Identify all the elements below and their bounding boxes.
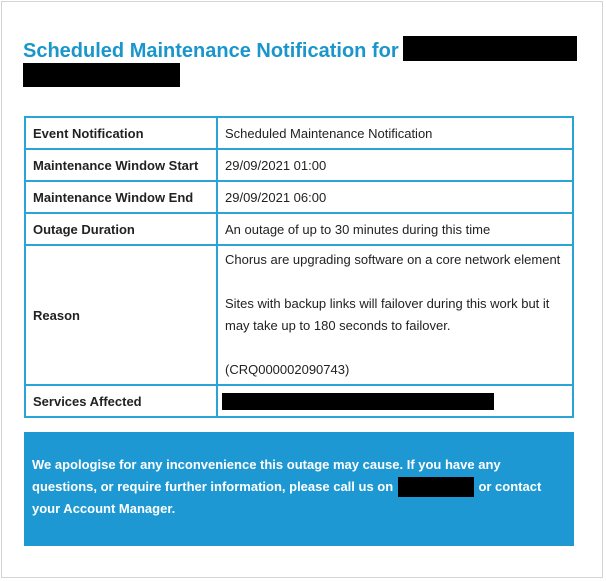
- redacted-services: [222, 393, 494, 410]
- notice-text-before-phone: We apologise for any inconvenience this outage may cause. If you have any questions, or require further information, please call us on: [32, 457, 501, 494]
- window-end-value: 29/09/2021 06:00: [217, 181, 573, 213]
- window-start-value: 29/09/2021 01:00: [217, 149, 573, 181]
- reason-line-3: (CRQ000002090743): [225, 362, 350, 377]
- contact-notice: [24, 432, 574, 546]
- window-start-label: Maintenance Window Start: [25, 149, 217, 181]
- table-row: [25, 385, 573, 417]
- reason-value: [217, 245, 573, 385]
- title-text: Scheduled Maintenance Notification for: [23, 40, 399, 62]
- event-notification-value: Scheduled Maintenance Notification: [217, 117, 573, 149]
- event-notification-label: Event Notification: [25, 117, 217, 149]
- services-affected-label: Services Affected: [25, 385, 217, 417]
- redacted-phone-number: [398, 477, 474, 497]
- email-title: [23, 38, 583, 87]
- notice-text-after-phone: or contact your Account Manager.: [32, 479, 542, 516]
- reason-line-2: Sites with backup links will failover during this work but it may take up to 180 seconds to failover.: [225, 296, 550, 333]
- outage-duration-label: Outage Duration: [25, 213, 217, 245]
- reason-line-1: Chorus are upgrading software on a core network element: [225, 252, 561, 267]
- table-row: [25, 149, 573, 181]
- table-row: [25, 181, 573, 213]
- services-affected-value: [217, 385, 573, 417]
- redacted-customer-name: [403, 36, 577, 61]
- table-row: [25, 245, 573, 385]
- outage-duration-value: An outage of up to 30 minutes during this time: [217, 213, 573, 245]
- maintenance-details-table: [24, 116, 574, 418]
- window-end-label: Maintenance Window End: [25, 181, 217, 213]
- reason-label: Reason: [25, 245, 217, 385]
- redacted-customer-name-continued: [23, 63, 180, 87]
- table-row: [25, 213, 573, 245]
- table-row: [25, 117, 573, 149]
